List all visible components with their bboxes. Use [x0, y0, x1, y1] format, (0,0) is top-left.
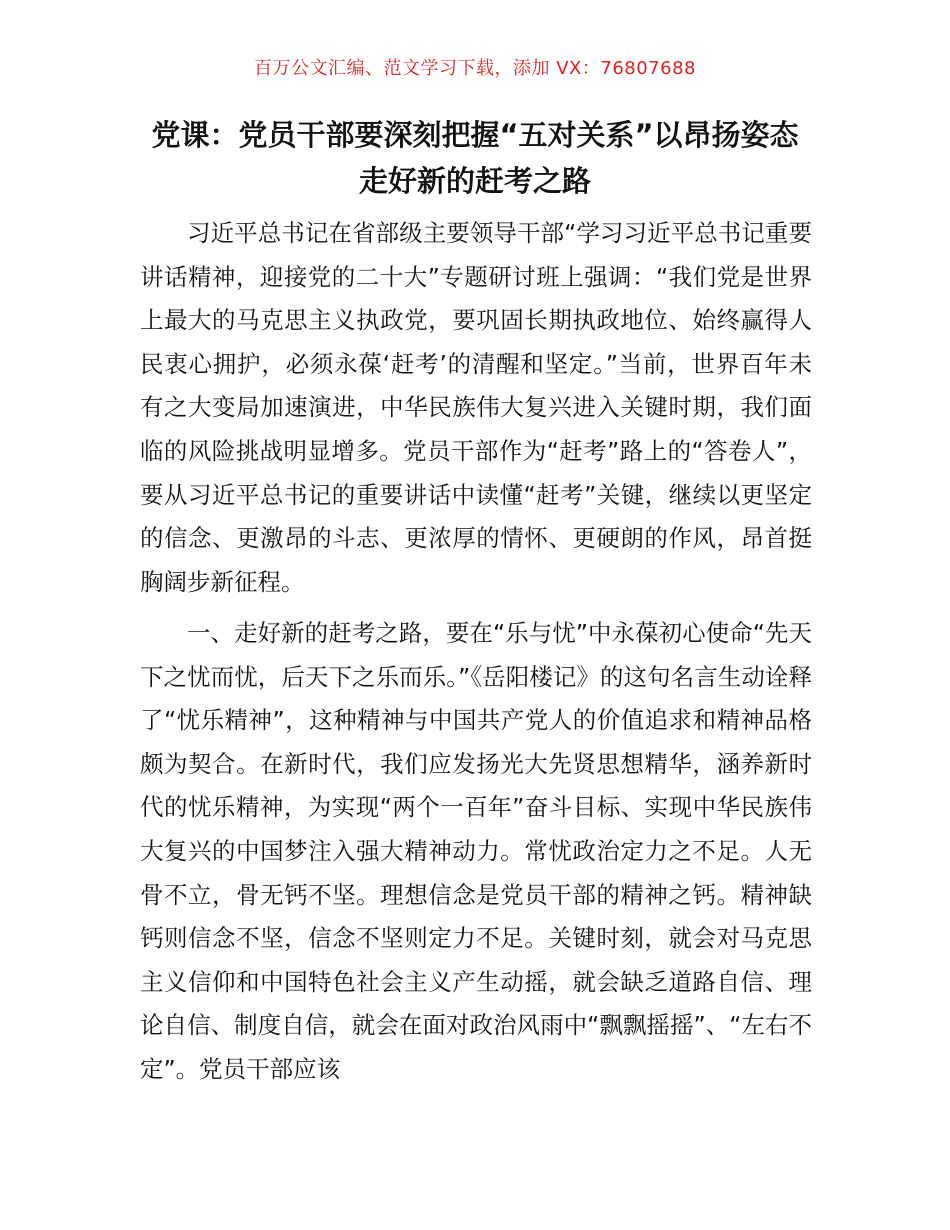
header-banner: 百万公文汇编、范文学习下载，添加 VX：76807688: [254, 58, 696, 79]
paragraph-section-one: [140, 612, 812, 1092]
document-title: 党课：党员干部要深刻把握“五对关系”以昂扬姿态走好新的赶考之路: [151, 118, 799, 198]
paragraph-text: 习近平总书记在省部级主要领导干部“学习习近平总书记重要讲话精神，迎接党的二十大”专题研讨班上强调：“我们党是世界上最大的马克思主义执政党，要巩固长期执政地位、始终赢得人民衷心拥护，必须永葆‘赶考’的清醒和坚定。”当前，世界百年未有之大变局加速演进，中华民族伟大复兴进入关键时期，我们面临的风险挑战明显增多。党员干部作为“赶考”路上的“答卷人”，要从习近平总书记的重要讲话中读懂“赶考”关键，继续以更坚定的信念、更激昂的斗志、更浓厚的情怀、更硬朗的作风，昂首挺胸阔步新征程。: [140, 219, 812, 596]
paragraph-text: 一、走好新的赶考之路，要在“乐与忧”中永葆初心使命“先天下之忧而忧，后天下之乐而乐。”《岳阳楼记》的这句名言生动诠释了“忧乐精神”，这种精神与中国共产党人的价值追求和精神品格颇为契合。在新时代，我们应发扬光大先贤思想精华，涵养新时代的忧乐精神，为实现“两个一百年”奋斗目标、实现中华民族伟大复兴的中国梦注入强大精神动力。常忧政治定力之不足。人无骨不立，骨无钙不坚。理想信念是党员干部的精神之钙。精神缺钙则信念不坚，信念不坚则定力不足。关键时刻，就会对马克思主义信仰和中国特色社会主义产生动摇，就会缺乏道路自信、理论自信、制度自信，就会在面对政治风雨中“飘飘摇摇”、“左右不定”。党员干部应该: [140, 619, 812, 1083]
paragraph-intro: [140, 212, 812, 604]
